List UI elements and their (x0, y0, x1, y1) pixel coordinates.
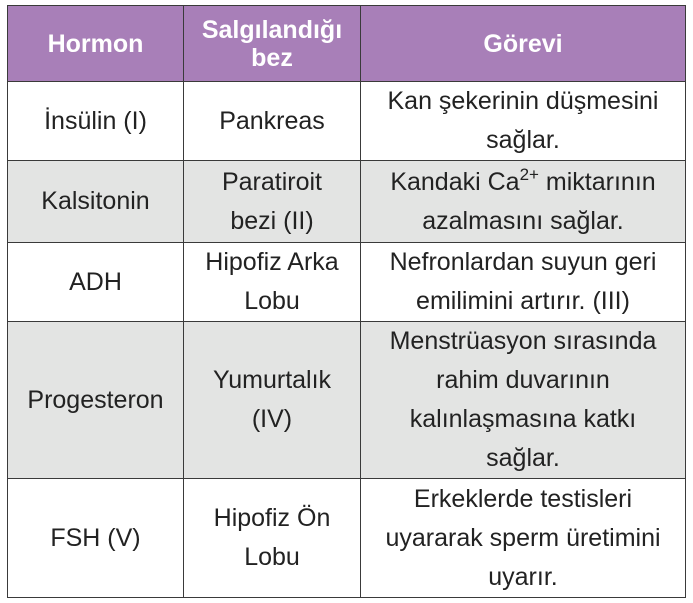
cell-hormone: ADH (8, 243, 184, 322)
table-row (8, 161, 686, 243)
cell-hormone: İnsülin (I) (8, 82, 184, 161)
cell-function: Erkeklerde testisleri uyararak sperm üretimini uyarır. (361, 479, 686, 598)
cell-hormone: Progesteron (8, 322, 184, 479)
header-row (8, 6, 686, 82)
calcium-charge-superscript: 2+ (519, 164, 539, 184)
table-header (8, 6, 686, 82)
table-row (8, 82, 686, 161)
cell-gland: Pankreas (184, 82, 361, 161)
cell-hormone: Kalsitonin (8, 161, 184, 243)
function-text-before: Kandaki Ca (390, 167, 520, 196)
hormone-table (7, 5, 686, 598)
function-text-after: miktarının azalmasını sağlar. (422, 167, 656, 235)
table-row (8, 479, 686, 598)
cell-gland: Hipofiz Arka Lobu (184, 243, 361, 322)
cell-function: Nefronlardan suyun geri emilimini artırır. (III) (361, 243, 686, 322)
cell-hormone: FSH (V) (8, 479, 184, 598)
table-row (8, 322, 686, 479)
cell-function: Menstrüasyon sırasında rahim duvarının kalınlaşmasına katkı sağlar. (361, 322, 686, 479)
header-function: Görevi (361, 6, 686, 82)
header-gland: Salgılandığı bez (184, 6, 361, 82)
cell-gland: Yumurtalık (IV) (184, 322, 361, 479)
cell-function (361, 161, 686, 243)
cell-gland: Hipofiz Ön Lobu (184, 479, 361, 598)
cell-gland: Paratiroit bezi (II) (184, 161, 361, 243)
cell-function: Kan şekerinin düşmesini sağlar. (361, 82, 686, 161)
header-hormone: Hormon (8, 6, 184, 82)
table-body (8, 82, 686, 598)
table-row (8, 243, 686, 322)
